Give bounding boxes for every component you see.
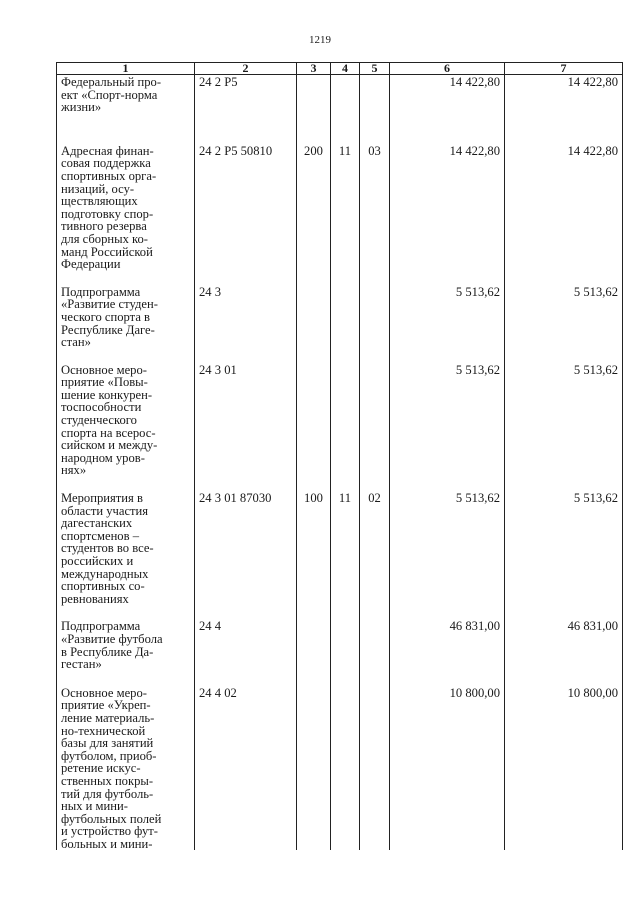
row-col-5 [360,75,390,144]
row-name-line: спорта на всерос- [61,425,156,440]
page-number: 1219 [309,34,331,46]
row-code: 24 4 [195,619,297,685]
row-name-line: Подпрограмма [61,619,141,634]
row-name-line: футболом, приоб- [61,748,157,763]
row-name-line: стан» [61,335,91,350]
row-col-3 [297,75,331,144]
row-name-line: ных и мини- [61,799,128,814]
row-name-line: области участия [61,503,149,518]
row-code: 24 2 P5 [195,75,297,144]
row-col-3 [297,619,331,685]
row-name-line: низаций, осу- [61,181,135,196]
column-header: 6 [390,63,505,75]
row-amount-6: 46 831,00 [390,619,505,685]
row-col-3 [297,686,331,851]
row-amount-7: 14 422,80 [505,75,623,144]
row-amount-6: 5 513,62 [390,363,505,491]
row-name [57,491,195,619]
row-name-line: Федерации [61,257,121,272]
table-row [57,363,623,491]
row-amount-7: 5 513,62 [505,285,623,363]
row-amount-6: 10 800,00 [390,686,505,851]
row-name-line: Республике Даге- [61,322,155,337]
row-name-line: ект «Спорт-норма [61,87,158,102]
row-amount-6: 14 422,80 [390,144,505,285]
row-name-line: ственных покры- [61,773,154,788]
row-name-line: российских и [61,554,134,568]
row-col-4: 11 [331,144,360,285]
row-col-3: 200 [297,144,331,285]
column-header: 4 [331,63,360,75]
column-header: 5 [360,63,390,75]
row-code: 24 3 01 [195,363,297,491]
column-header: 1 [57,63,195,75]
row-name-line: и устройство фут- [61,824,159,839]
row-name-line: в Республике Да- [61,644,154,659]
row-name-line: совая поддержка [61,156,151,171]
table-header-row [57,63,623,75]
table-row [57,619,623,685]
row-name-line: приятие «Укреп- [61,698,151,713]
row-code: 24 4 02 [195,686,297,851]
row-amount-6: 5 513,62 [390,491,505,619]
row-col-5 [360,619,390,685]
table-row [57,686,623,851]
row-amount-7: 5 513,62 [505,363,623,491]
row-name-line: Мероприятия в [61,491,143,506]
row-name [57,686,195,851]
row-name-line: базы для занятий [61,736,154,751]
row-name-line: ществляющих [61,194,138,209]
row-col-5: 02 [360,491,390,619]
row-code: 24 3 [195,285,297,363]
row-name-line: жизни» [61,100,102,115]
row-name-line: тивного резерва [61,219,147,234]
row-col-5 [360,686,390,851]
row-name-line: «Развитие футбола [61,631,163,646]
table-row [57,491,623,619]
row-amount-7: 46 831,00 [505,619,623,685]
row-name-line: Основное меро- [61,685,147,700]
row-name-line: футбольных полей [61,811,162,826]
row-name-line: народном уров- [61,450,145,465]
table-row [57,285,623,363]
row-amount-7: 5 513,62 [505,491,623,619]
row-name [57,75,195,144]
row-name-line: тий для футболь- [61,786,154,801]
row-name [57,363,195,491]
row-col-5: 03 [360,144,390,285]
budget-table [56,62,623,850]
row-col-4: 11 [331,491,360,619]
row-col-3: 100 [297,491,331,619]
row-amount-6: 5 513,62 [390,285,505,363]
row-col-4 [331,75,360,144]
row-col-3 [297,363,331,491]
row-amount-7: 10 800,00 [505,686,623,851]
column-header: 7 [505,63,623,75]
row-code: 24 2 P5 50810 [195,144,297,285]
row-name-line: спортивных со- [61,579,145,594]
row-name-line: манд Российской [61,244,153,259]
row-name-line: студенческого [61,413,137,428]
row-col-4 [331,686,360,851]
row-col-4 [331,285,360,363]
row-name-line: дагестанских [61,516,133,531]
row-name-line: тоспособности [61,400,142,415]
row-amount-7: 14 422,80 [505,144,623,285]
row-name-line: нях» [61,463,87,478]
row-name-line: приятие «Повы- [61,375,148,390]
row-name-line: Федеральный про- [61,75,162,89]
table-body [57,75,623,851]
row-name-line: международных [61,566,149,581]
row-amount-6: 14 422,80 [390,75,505,144]
row-name-line: студентов во все- [61,541,154,556]
row-name-line: «Развитие студен- [61,297,158,312]
row-name [57,619,195,685]
row-name [57,144,195,285]
row-col-5 [360,363,390,491]
row-name-line: Адресная финан- [61,143,154,158]
row-name-line: спортсменов – [61,528,139,543]
row-code: 24 3 01 87030 [195,491,297,619]
row-name-line: ретение искус- [61,761,141,776]
column-header: 3 [297,63,331,75]
row-col-5 [360,285,390,363]
row-name-line: но-технической [61,723,146,738]
row-name-line: спортивных орга- [61,168,157,183]
row-name-line: Подпрограмма [61,284,141,299]
row-col-4 [331,363,360,491]
table-row [57,144,623,285]
table-row [57,75,623,144]
row-name-line: ревнованиях [61,591,129,606]
row-name [57,285,195,363]
row-col-4 [331,619,360,685]
row-name-line: ление материаль- [61,710,155,725]
row-name-line: Основное меро- [61,362,147,377]
row-name-line: гестан» [61,657,102,672]
row-name-line: сийском и между- [61,438,158,453]
row-name-line: шение конкурен- [61,387,153,402]
row-name-line: больных и мини- [61,836,153,851]
row-name-line: для сборных ко- [61,231,148,246]
row-name-line: подготовку спор- [61,206,154,221]
row-col-3 [297,285,331,363]
column-header: 2 [195,63,297,75]
row-name-line: ческого спорта в [61,309,150,324]
